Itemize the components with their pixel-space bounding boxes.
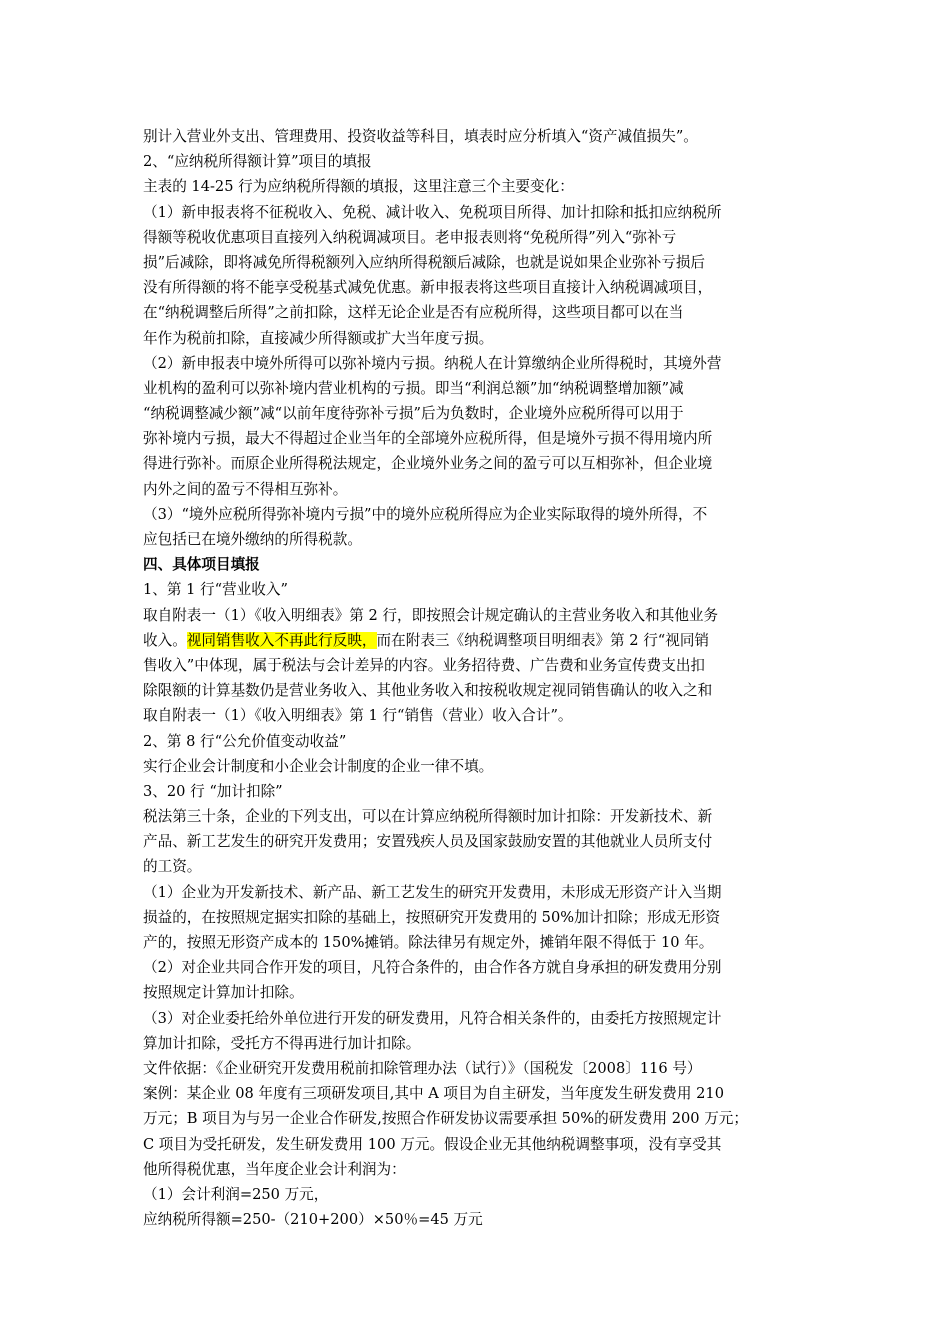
text-segment: 而在附表三《纳税调整项目明细表》第 2 行“视同销 xyxy=(376,631,710,649)
text-line: 按照规定计算加计扣除。 xyxy=(143,984,304,1002)
text-line: 的工资。 xyxy=(143,858,202,876)
text-line: （1）会计利润=250 万元， xyxy=(143,1185,329,1203)
section-heading: 2、“应纳税所得额计算”项目的填报 xyxy=(143,153,372,171)
text-line: 售收入”中体现，属于税法与会计差异的内容。业务招待费、广告费和业务宣传费支出扣 xyxy=(143,656,706,674)
text-line: 得额等税收优惠项目直接列入纳税调减项目。老申报表则将“免税所得”列入“弥补亏 xyxy=(143,228,677,246)
text-line: “纳税调整减少额”减“以前年度待弥补亏损”后为负数时，企业境外应税所得可以用于 xyxy=(143,405,684,423)
text-line: （2）对企业共同合作开发的项目，凡符合条件的，由合作各方就自身承担的研发费用分别 xyxy=(143,959,722,977)
item-heading: 3、20 行 “加计扣除” xyxy=(143,782,283,800)
text-line: 应包括已在境外缴纳的所得税款。 xyxy=(143,531,362,548)
text-line: 弥补境内亏损，最大不得超过企业当年的全部境外应税所得，但是境外亏损不得用境内所 xyxy=(143,430,713,448)
text-line: 在“纳税调整后所得”之前扣除，这样无论企业是否有应税所得，这些项目都可以在当 xyxy=(143,304,684,322)
text-line: 算加计扣除，受托方不得再进行加计扣除。 xyxy=(143,1034,421,1052)
text-line: 产品、新工艺发生的研究开发费用；安置残疾人员及国家鼓励安置的其他就业人员所支付 xyxy=(143,833,713,851)
text-line: 业机构的盈利可以弥补境内营业机构的亏损。即当“利润总额”加“纳税调整增加额”减 xyxy=(143,379,684,397)
text-line-highlighted xyxy=(143,628,813,653)
text-line: （3）“境外应税所得弥补境内亏损”中的境外应税所得应为企业实际取得的境外所得，不 xyxy=(143,505,708,523)
text-segment: 收入。 xyxy=(143,631,187,649)
text-line: （3）对企业委托给外单位进行开发的研发费用，凡符合相关条件的，由委托方按照规定计 xyxy=(143,1009,722,1027)
chapter-heading: 四、具体项目填报 xyxy=(143,556,260,574)
text-line: 没有所得额的将不能享受税基式减免优惠。新申报表将这些项目直接计入纳税调减项目， xyxy=(143,279,713,297)
text-line: （1）新申报表将不征税收入、免税、减计收入、免税项目所得、加计扣除和抵扣应纳税所 xyxy=(143,203,722,221)
text-line: 案例：某企业 08 年度有三项研发项目,其中 A 项目为自主研发，当年度发生研发费用 210 xyxy=(143,1085,724,1103)
text-line: 应纳税所得额=250-（210+200）×50％=45 万元 xyxy=(143,1211,483,1229)
text-line: （2）新申报表中境外所得可以弥补境内亏损。纳税人在计算缴纳企业所得税时，其境外营 xyxy=(143,354,722,372)
text-line: 内外之间的盈亏不得相互弥补。 xyxy=(143,480,348,498)
text-line: 税法第三十条，企业的下列支出，可以在计算应纳税所得额时加计扣除：开发新技术、新 xyxy=(143,808,713,826)
item-heading: 2、第 8 行“公允价值变动收益” xyxy=(143,732,347,750)
highlighted-text: 视同销售收入不再此行反映， xyxy=(186,631,377,649)
text-line: 文件依据：《企业研究开发费用税前扣除管理办法（试行）》（国税发〔2008〕116 号） xyxy=(143,1059,702,1077)
text-line: 取自附表一（1）《收入明细表》第 2 行，即按照会计规定确认的主营业务收入和其他业务 xyxy=(143,606,719,624)
item-heading: 1、第 1 行“营业收入” xyxy=(143,581,288,599)
text-line: 他所得税优惠，当年度企业会计利润为： xyxy=(143,1160,406,1178)
text-line: 实行企业会计制度和小企业会计制度的企业一律不填。 xyxy=(143,757,494,775)
document-page xyxy=(143,124,813,1232)
text-line: 主表的 14-25 行为应纳税所得额的填报，这里注意三个主要变化： xyxy=(143,178,574,196)
text-line: C 项目为受托研发，发生研发费用 100 万元。假设企业无其他纳税调整事项，没有享受其 xyxy=(143,1135,722,1153)
text-line: 取自附表一（1）《收入明细表》第 1 行“销售（营业）收入合计”。 xyxy=(143,707,573,725)
text-line: 别计入营业外支出、管理费用、投资收益等科目，填表时应分析填入“资产减值损失”。 xyxy=(143,128,698,145)
text-line: 年作为税前扣除，直接减少所得额或扩大当年度亏损。 xyxy=(143,329,494,347)
text-line: 损益的，在按照规定据实扣除的基础上，按照研究开发费用的 50%加计扣除；形成无形资 xyxy=(143,908,721,926)
text-line: 万元；B 项目为与另一企业合作研发,按照合作研发协议需要承担 50%的研发费用 200 万元； xyxy=(143,1110,748,1128)
text-line: 产的，按照无形资产成本的 150%摊销。除法律另有规定外，摊销年限不得低于 10 年。 xyxy=(143,934,714,951)
text-line: 得进行弥补。而原企业所得税法规定，企业境外业务之间的盈亏可以互相弥补，但企业境 xyxy=(143,455,713,473)
text-line: （1）企业为开发新技术、新产品、新工艺发生的研究开发费用，未形成无形资产计入当期 xyxy=(143,883,722,901)
text-line: 除限额的计算基数仍是营业务收入、其他业务收入和按税收规定视同销售确认的收入之和 xyxy=(143,682,713,700)
text-line: 损”后减除，即将减免所得税额列入应纳所得税额后减除，也就是说如果企业弥补亏损后 xyxy=(143,253,706,271)
